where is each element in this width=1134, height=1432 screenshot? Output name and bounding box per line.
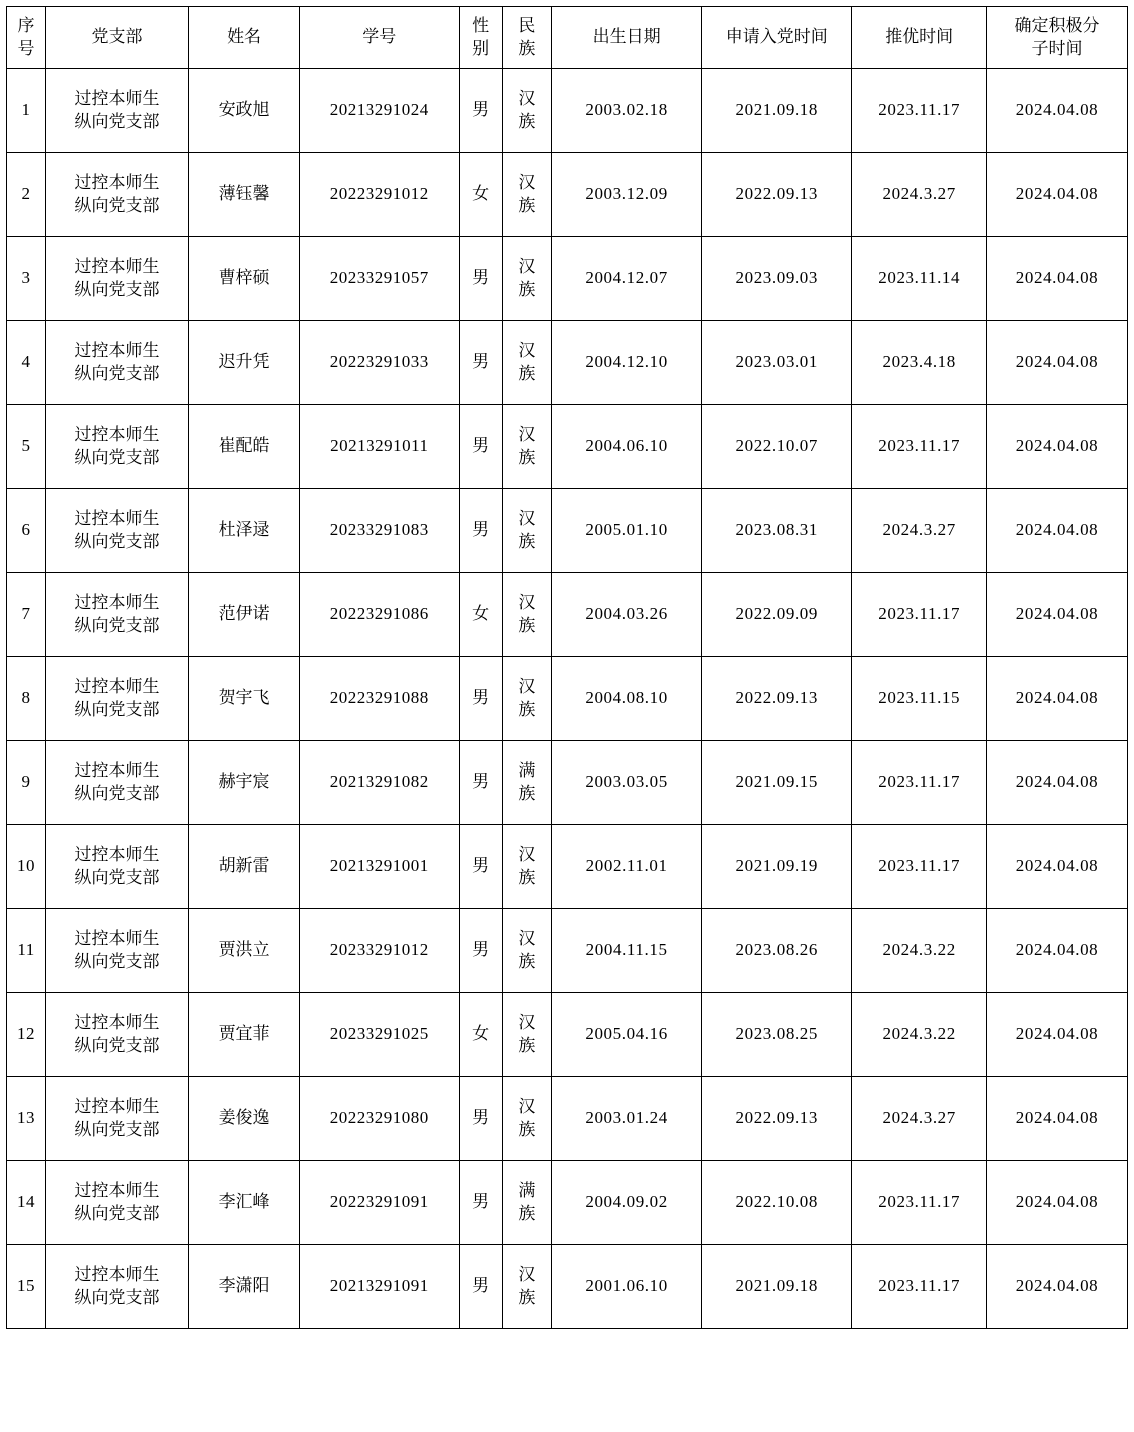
cell-recommendation-date: 2023.11.14 (852, 237, 987, 321)
cell-ethnicity (502, 405, 551, 489)
cell-sex: 男 (459, 657, 502, 741)
cell-ethnicity (502, 1245, 551, 1329)
cell-sex: 女 (459, 993, 502, 1077)
branch-line-2: 纵向党支部 (74, 867, 160, 887)
branch-line-2: 纵向党支部 (74, 195, 160, 215)
cell-ethnicity (502, 1161, 551, 1245)
column-header-ethnicity (502, 7, 551, 69)
cell-index: 12 (7, 993, 46, 1077)
ethnicity-line-1: 汉 (518, 844, 536, 864)
cell-activist-confirm-date: 2024.04.08 (987, 321, 1128, 405)
cell-recommendation-date: 2024.3.27 (852, 489, 987, 573)
cell-name: 胡新雷 (189, 825, 300, 909)
cell-student-id: 20233291012 (300, 909, 459, 993)
cell-index: 3 (7, 237, 46, 321)
cell-name: 贾洪立 (189, 909, 300, 993)
cell-name: 贺宇飞 (189, 657, 300, 741)
table-row (7, 237, 1128, 321)
branch-line-1: 过控本师生 (74, 1180, 160, 1200)
cell-branch (46, 237, 189, 321)
branch-line-1: 过控本师生 (74, 256, 160, 276)
column-header-birth-date (552, 7, 702, 69)
cell-sex: 男 (459, 825, 502, 909)
cell-index: 2 (7, 153, 46, 237)
branch-line-2: 纵向党支部 (74, 1287, 160, 1307)
cell-index: 1 (7, 69, 46, 153)
cell-sex: 男 (459, 489, 502, 573)
branch-line-2: 纵向党支部 (74, 615, 160, 635)
ethnicity-line-1: 汉 (518, 172, 536, 192)
ethnicity-line-1: 汉 (518, 340, 536, 360)
cell-recommendation-date: 2023.11.17 (852, 741, 987, 825)
ethnicity-line-2: 族 (518, 615, 536, 635)
cell-application-date: 2021.09.18 (702, 69, 852, 153)
cell-ethnicity (502, 1077, 551, 1161)
branch-line-2: 纵向党支部 (74, 699, 160, 719)
cell-branch (46, 405, 189, 489)
cell-application-date: 2022.09.13 (702, 153, 852, 237)
cell-ethnicity (502, 741, 551, 825)
cell-activist-confirm-date: 2024.04.08 (987, 153, 1128, 237)
cell-student-id: 20223291086 (300, 573, 459, 657)
cell-activist-confirm-date: 2024.04.08 (987, 573, 1128, 657)
ethnicity-line-2: 族 (518, 699, 536, 719)
cell-index: 13 (7, 1077, 46, 1161)
header-line: 族 (518, 38, 536, 58)
cell-student-id: 20213291001 (300, 825, 459, 909)
cell-birth-date: 2003.03.05 (552, 741, 702, 825)
header-row (7, 7, 1128, 69)
table-row (7, 1077, 1128, 1161)
branch-line-2: 纵向党支部 (74, 447, 160, 467)
cell-birth-date: 2004.08.10 (552, 657, 702, 741)
cell-branch (46, 1077, 189, 1161)
ethnicity-line-1: 汉 (518, 1096, 536, 1116)
cell-recommendation-date: 2023.11.17 (852, 69, 987, 153)
cell-recommendation-date: 2023.4.18 (852, 321, 987, 405)
ethnicity-line-2: 族 (518, 1119, 536, 1139)
ethnicity-line-2: 族 (518, 951, 536, 971)
ethnicity-line-2: 族 (518, 111, 536, 131)
cell-student-id: 20213291024 (300, 69, 459, 153)
ethnicity-line-1: 满 (518, 760, 536, 780)
branch-line-2: 纵向党支部 (74, 363, 160, 383)
cell-sex: 男 (459, 321, 502, 405)
cell-name: 李汇峰 (189, 1161, 300, 1245)
cell-application-date: 2023.08.25 (702, 993, 852, 1077)
cell-index: 5 (7, 405, 46, 489)
cell-branch (46, 1161, 189, 1245)
header-line: 姓名 (227, 27, 262, 47)
cell-name: 李潇阳 (189, 1245, 300, 1329)
cell-birth-date: 2003.12.09 (552, 153, 702, 237)
ethnicity-line-1: 满 (518, 1180, 536, 1200)
cell-sex: 男 (459, 405, 502, 489)
header-line: 学号 (362, 27, 397, 47)
ethnicity-line-1: 汉 (518, 1012, 536, 1032)
cell-birth-date: 2003.01.24 (552, 1077, 702, 1161)
branch-line-2: 纵向党支部 (74, 531, 160, 551)
cell-birth-date: 2005.01.10 (552, 489, 702, 573)
branch-line-1: 过控本师生 (74, 424, 160, 444)
table-row (7, 993, 1128, 1077)
cell-application-date: 2021.09.15 (702, 741, 852, 825)
branch-line-1: 过控本师生 (74, 592, 160, 612)
header-line: 子时间 (1031, 38, 1083, 58)
cell-ethnicity (502, 489, 551, 573)
column-header-sex (459, 7, 502, 69)
cell-activist-confirm-date: 2024.04.08 (987, 237, 1128, 321)
table-row (7, 657, 1128, 741)
cell-index: 10 (7, 825, 46, 909)
cell-ethnicity (502, 993, 551, 1077)
cell-branch (46, 993, 189, 1077)
cell-activist-confirm-date: 2024.04.08 (987, 489, 1128, 573)
cell-branch (46, 489, 189, 573)
ethnicity-line-1: 汉 (518, 424, 536, 444)
cell-index: 15 (7, 1245, 46, 1329)
cell-student-id: 20233291083 (300, 489, 459, 573)
table-row (7, 573, 1128, 657)
cell-activist-confirm-date: 2024.04.08 (987, 909, 1128, 993)
cell-birth-date: 2004.03.26 (552, 573, 702, 657)
cell-ethnicity (502, 825, 551, 909)
header-line: 申请入党时间 (725, 27, 828, 47)
cell-name: 赫宇宸 (189, 741, 300, 825)
branch-line-1: 过控本师生 (74, 508, 160, 528)
header-line: 出生日期 (592, 27, 661, 47)
cell-name: 薄钰馨 (189, 153, 300, 237)
branch-line-1: 过控本师生 (74, 1012, 160, 1032)
cell-application-date: 2023.09.03 (702, 237, 852, 321)
cell-name: 安政旭 (189, 69, 300, 153)
cell-birth-date: 2004.06.10 (552, 405, 702, 489)
cell-branch (46, 321, 189, 405)
cell-activist-confirm-date: 2024.04.08 (987, 69, 1128, 153)
cell-student-id: 20213291091 (300, 1245, 459, 1329)
cell-ethnicity (502, 573, 551, 657)
branch-line-1: 过控本师生 (74, 928, 160, 948)
cell-student-id: 20213291011 (300, 405, 459, 489)
table-row (7, 405, 1128, 489)
branch-line-1: 过控本师生 (74, 760, 160, 780)
column-header-name (189, 7, 300, 69)
header-line: 推优时间 (885, 27, 954, 47)
branch-line-2: 纵向党支部 (74, 1119, 160, 1139)
cell-index: 7 (7, 573, 46, 657)
header-line: 确定积极分 (1014, 15, 1100, 35)
cell-name: 崔配皓 (189, 405, 300, 489)
column-header-index (7, 7, 46, 69)
cell-branch (46, 573, 189, 657)
cell-birth-date: 2004.12.10 (552, 321, 702, 405)
cell-index: 14 (7, 1161, 46, 1245)
ethnicity-line-1: 汉 (518, 88, 536, 108)
cell-sex: 女 (459, 153, 502, 237)
cell-index: 11 (7, 909, 46, 993)
cell-student-id: 20213291082 (300, 741, 459, 825)
table-row (7, 825, 1128, 909)
branch-line-2: 纵向党支部 (74, 1035, 160, 1055)
cell-student-id: 20223291091 (300, 1161, 459, 1245)
cell-application-date: 2022.09.09 (702, 573, 852, 657)
ethnicity-line-2: 族 (518, 1035, 536, 1055)
ethnicity-line-1: 汉 (518, 508, 536, 528)
cell-branch (46, 153, 189, 237)
cell-branch (46, 909, 189, 993)
cell-recommendation-date: 2023.11.17 (852, 1245, 987, 1329)
branch-line-1: 过控本师生 (74, 1096, 160, 1116)
cell-application-date: 2023.08.26 (702, 909, 852, 993)
ethnicity-line-2: 族 (518, 363, 536, 383)
cell-application-date: 2022.10.08 (702, 1161, 852, 1245)
ethnicity-line-2: 族 (518, 1203, 536, 1223)
cell-application-date: 2021.09.18 (702, 1245, 852, 1329)
cell-sex: 男 (459, 1245, 502, 1329)
column-header-recommendation-date (852, 7, 987, 69)
cell-student-id: 20223291033 (300, 321, 459, 405)
ethnicity-line-2: 族 (518, 279, 536, 299)
ethnicity-line-2: 族 (518, 195, 536, 215)
cell-recommendation-date: 2024.3.22 (852, 993, 987, 1077)
header-line: 党支部 (91, 27, 143, 47)
branch-line-1: 过控本师生 (74, 676, 160, 696)
branch-line-1: 过控本师生 (74, 88, 160, 108)
cell-recommendation-date: 2023.11.15 (852, 657, 987, 741)
branch-line-2: 纵向党支部 (74, 279, 160, 299)
column-header-student-id (300, 7, 459, 69)
cell-activist-confirm-date: 2024.04.08 (987, 1161, 1128, 1245)
party-member-roster-table (6, 6, 1128, 1329)
cell-application-date: 2022.10.07 (702, 405, 852, 489)
cell-student-id: 20233291057 (300, 237, 459, 321)
cell-branch (46, 69, 189, 153)
branch-line-2: 纵向党支部 (74, 951, 160, 971)
ethnicity-line-2: 族 (518, 531, 536, 551)
cell-birth-date: 2004.11.15 (552, 909, 702, 993)
cell-sex: 男 (459, 909, 502, 993)
column-header-application-date (702, 7, 852, 69)
table-row (7, 153, 1128, 237)
header-line: 性 (472, 15, 490, 35)
branch-line-2: 纵向党支部 (74, 1203, 160, 1223)
cell-activist-confirm-date: 2024.04.08 (987, 405, 1128, 489)
cell-recommendation-date: 2024.3.27 (852, 1077, 987, 1161)
cell-activist-confirm-date: 2024.04.08 (987, 825, 1128, 909)
cell-birth-date: 2003.02.18 (552, 69, 702, 153)
cell-birth-date: 2005.04.16 (552, 993, 702, 1077)
cell-birth-date: 2002.11.01 (552, 825, 702, 909)
ethnicity-line-2: 族 (518, 447, 536, 467)
cell-index: 4 (7, 321, 46, 405)
cell-name: 贾宜菲 (189, 993, 300, 1077)
header-line: 民 (518, 15, 536, 35)
table-row (7, 909, 1128, 993)
branch-line-2: 纵向党支部 (74, 111, 160, 131)
cell-application-date: 2023.08.31 (702, 489, 852, 573)
table-header (7, 7, 1128, 69)
cell-recommendation-date: 2023.11.17 (852, 405, 987, 489)
table-row (7, 321, 1128, 405)
ethnicity-line-1: 汉 (518, 1264, 536, 1284)
column-header-branch (46, 7, 189, 69)
cell-name: 姜俊逸 (189, 1077, 300, 1161)
ethnicity-line-2: 族 (518, 1287, 536, 1307)
cell-name: 曹梓硕 (189, 237, 300, 321)
cell-application-date: 2022.09.13 (702, 657, 852, 741)
cell-sex: 男 (459, 237, 502, 321)
cell-student-id: 20233291025 (300, 993, 459, 1077)
cell-ethnicity (502, 69, 551, 153)
cell-birth-date: 2001.06.10 (552, 1245, 702, 1329)
column-header-activist-confirm-date (987, 7, 1128, 69)
cell-application-date: 2022.09.13 (702, 1077, 852, 1161)
cell-student-id: 20223291080 (300, 1077, 459, 1161)
cell-birth-date: 2004.09.02 (552, 1161, 702, 1245)
cell-recommendation-date: 2024.3.22 (852, 909, 987, 993)
cell-sex: 男 (459, 1077, 502, 1161)
cell-index: 8 (7, 657, 46, 741)
ethnicity-line-1: 汉 (518, 256, 536, 276)
branch-line-2: 纵向党支部 (74, 783, 160, 803)
cell-application-date: 2021.09.19 (702, 825, 852, 909)
cell-ethnicity (502, 153, 551, 237)
cell-name: 杜泽逯 (189, 489, 300, 573)
cell-sex: 女 (459, 573, 502, 657)
cell-recommendation-date: 2024.3.27 (852, 153, 987, 237)
cell-branch (46, 825, 189, 909)
cell-ethnicity (502, 237, 551, 321)
ethnicity-line-1: 汉 (518, 676, 536, 696)
cell-application-date: 2023.03.01 (702, 321, 852, 405)
cell-recommendation-date: 2023.11.17 (852, 573, 987, 657)
branch-line-1: 过控本师生 (74, 844, 160, 864)
cell-activist-confirm-date: 2024.04.08 (987, 657, 1128, 741)
branch-line-1: 过控本师生 (74, 172, 160, 192)
cell-sex: 男 (459, 1161, 502, 1245)
header-line: 别 (472, 38, 490, 58)
cell-ethnicity (502, 321, 551, 405)
cell-activist-confirm-date: 2024.04.08 (987, 993, 1128, 1077)
cell-activist-confirm-date: 2024.04.08 (987, 741, 1128, 825)
cell-name: 迟升凭 (189, 321, 300, 405)
table-row (7, 489, 1128, 573)
cell-ethnicity (502, 909, 551, 993)
cell-student-id: 20223291088 (300, 657, 459, 741)
cell-ethnicity (502, 657, 551, 741)
cell-sex: 男 (459, 741, 502, 825)
table-row (7, 1161, 1128, 1245)
cell-birth-date: 2004.12.07 (552, 237, 702, 321)
cell-recommendation-date: 2023.11.17 (852, 825, 987, 909)
branch-line-1: 过控本师生 (74, 1264, 160, 1284)
cell-name: 范伊诺 (189, 573, 300, 657)
cell-student-id: 20223291012 (300, 153, 459, 237)
table-body (7, 69, 1128, 1329)
cell-sex: 男 (459, 69, 502, 153)
branch-line-1: 过控本师生 (74, 340, 160, 360)
ethnicity-line-2: 族 (518, 867, 536, 887)
header-line: 序 (17, 15, 35, 35)
cell-branch (46, 1245, 189, 1329)
cell-index: 6 (7, 489, 46, 573)
cell-activist-confirm-date: 2024.04.08 (987, 1077, 1128, 1161)
table-row (7, 741, 1128, 825)
table-row (7, 69, 1128, 153)
ethnicity-line-1: 汉 (518, 928, 536, 948)
table-row (7, 1245, 1128, 1329)
cell-recommendation-date: 2023.11.17 (852, 1161, 987, 1245)
cell-activist-confirm-date: 2024.04.08 (987, 1245, 1128, 1329)
header-line: 号 (17, 38, 35, 58)
ethnicity-line-1: 汉 (518, 592, 536, 612)
cell-branch (46, 657, 189, 741)
cell-index: 9 (7, 741, 46, 825)
ethnicity-line-2: 族 (518, 783, 536, 803)
cell-branch (46, 741, 189, 825)
